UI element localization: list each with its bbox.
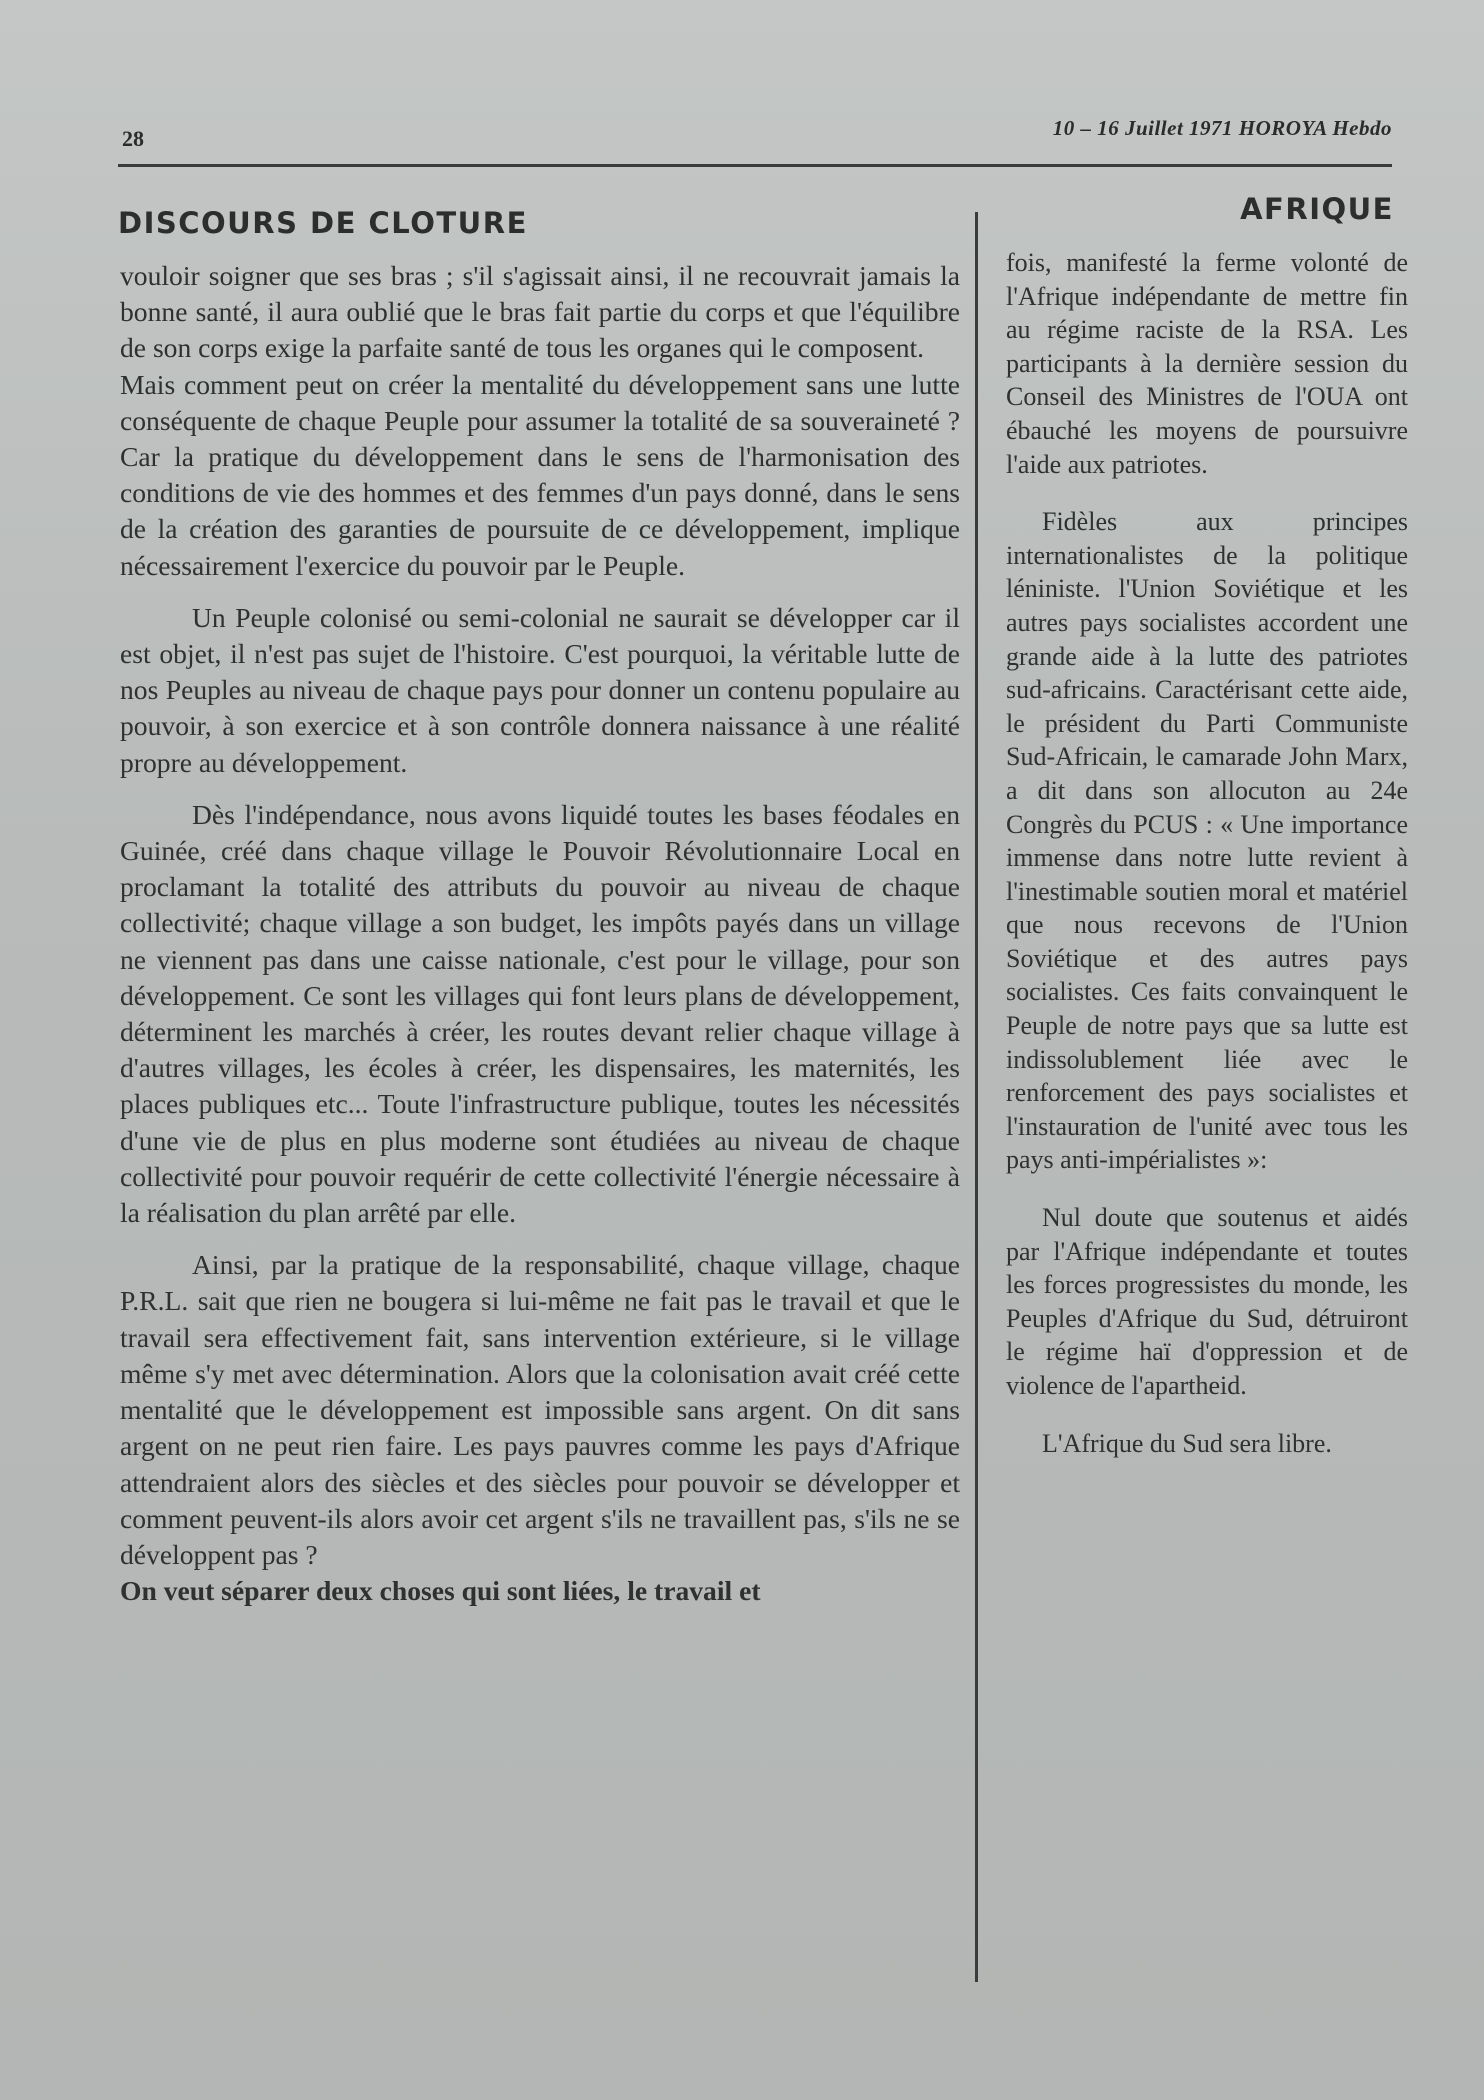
column-divider — [975, 212, 978, 1982]
left-paragraph-4: Dès l'indépendance, nous avons liquidé toutes les bases féodales en Guinée, créé dans chaque village le Pouvoir Révolutionnaire Local en proclamant la totalité des attributs du pouvoir au niveau de chaque collectivité; chaque village a son budget, les impôts payés dans un village ne viennent pas dans une caisse nationale, c'est pour le village, pour son développement. Ce sont les villages qui font leurs plans de développement, déterminent les marchés à créer, les routes devant relier chaque village à d'autres villages, les écoles à créer, les dispensaires, les maternités, les places publiques etc... Toute l'infrastructure publique, toutes les nécessités d'une vie de plus en plus moderne sont étudiées au niveau de chaque collectivité pour pouvoir requérir de cette collectivité l'énergie nécessaire à la réalisation du plan arrêté par elle. — [120, 798, 960, 1229]
left-section-title: DISCOURS DE CLOTURE — [118, 206, 528, 240]
right-paragraph-4: L'Afrique du Sud sera libre. — [1042, 1428, 1332, 1458]
right-section-title: AFRIQUE — [1240, 192, 1394, 226]
left-column-text — [120, 258, 960, 1609]
right-paragraph-1: fois, manifesté la ferme volonté de l'Afrique indépendante de mettre fin au régime raciste de la RSA. Les participants à la dernière session du Conseil des Ministres de l'OUA ont ébauché les moyens de poursuivre l'aide aux patriotes. — [1006, 248, 1408, 479]
page-header — [118, 112, 1392, 151]
right-paragraph-2: Fidèles aux principes internationalistes de la politique léniniste. l'Union Soviétique et les autres pays socialistes accordent une grande aide à la lutte des patriotes sud-africains. Caractérisant cette aide, le président du Parti Communiste Sud-Africain, le camarade John Marx, a dit dans son allocuton au 24e Congrès du PCUS : « Une importance immense dans notre lutte revient à l'inestimable soutien moral et matériel que nous recevons de l'Union Soviétique et des autres pays socialistes. Ces faits convainquent le Peuple de notre pays que sa lutte est indissolublement liée avec le renforcement des pays socialistes et l'instauration de l'unité avec tous les pays anti-impérialistes »: — [1006, 507, 1408, 1175]
page-number: 28 — [122, 126, 144, 151]
left-paragraph-6: On veut séparer deux choses qui sont liées, le travail et — [120, 1575, 761, 1607]
right-column-text — [1006, 246, 1408, 1460]
right-paragraph-3: Nul doute que soutenus et aidés par l'Afrique indépendante et toutes les forces progressistes du monde, les Peuples d'Afrique du Sud, détruiront le régime haï d'oppression et de violence de l'apartheid. — [1006, 1203, 1408, 1400]
left-paragraph-2: Mais comment peut on créer la mentalité du développement sans une lutte conséquente de chaque Peuple pour assumer la totalité de sa souveraineté ? Car la pratique du développement dans le sens de l'harmonisation des conditions de vie des hommes et des femmes d'un pays donné, dans le sens de la création des garanties de poursuite de ce développement, implique nécessairement l'exercice du pouvoir par le Peuple. — [120, 368, 960, 581]
header-rule — [118, 164, 1392, 167]
left-paragraph-1: vouloir soigner que ses bras ; s'il s'agissait ainsi, il ne recouvrait jamais la bonne santé, il aura oublié que le bras fait partie du corps et que l'équilibre de son corps exige la parfaite santé de tous les organes qui le composent. — [120, 260, 960, 364]
left-paragraph-5: Ainsi, par la pratique de la responsabilité, chaque village, chaque P.R.L. sait que rien ne bougera si lui-même ne fait pas le travail et que le travail sera effectivement fait, sans intervention extérieure, si le village même s'y met avec détermination. Alors que la colonisation avait créé cette mentalité que le développement est impossible sans argent. On dit sans argent on ne peut rien faire. Les pays pauvres comme les pays d'Afrique attendraient alors des siècles et des siècles pour pouvoir se développer et comment peuvent-ils alors avoir cet argent s'ils ne travaillent pas, s'ils ne se développent pas ? — [120, 1249, 960, 1570]
left-paragraph-3: Un Peuple colonisé ou semi-colonial ne saurait se développer car il est objet, il n'est pas sujet de l'histoire. C'est pourquoi, la véritable lutte de nos Peuples au niveau de chaque pays pour donner un contenu populaire au pouvoir, à son exercice et à son contrôle donnera naissance à une réalité propre au développement. — [120, 601, 960, 778]
issue-line: 10 – 16 Juillet 1971 HOROYA Hebdo — [1052, 116, 1392, 140]
